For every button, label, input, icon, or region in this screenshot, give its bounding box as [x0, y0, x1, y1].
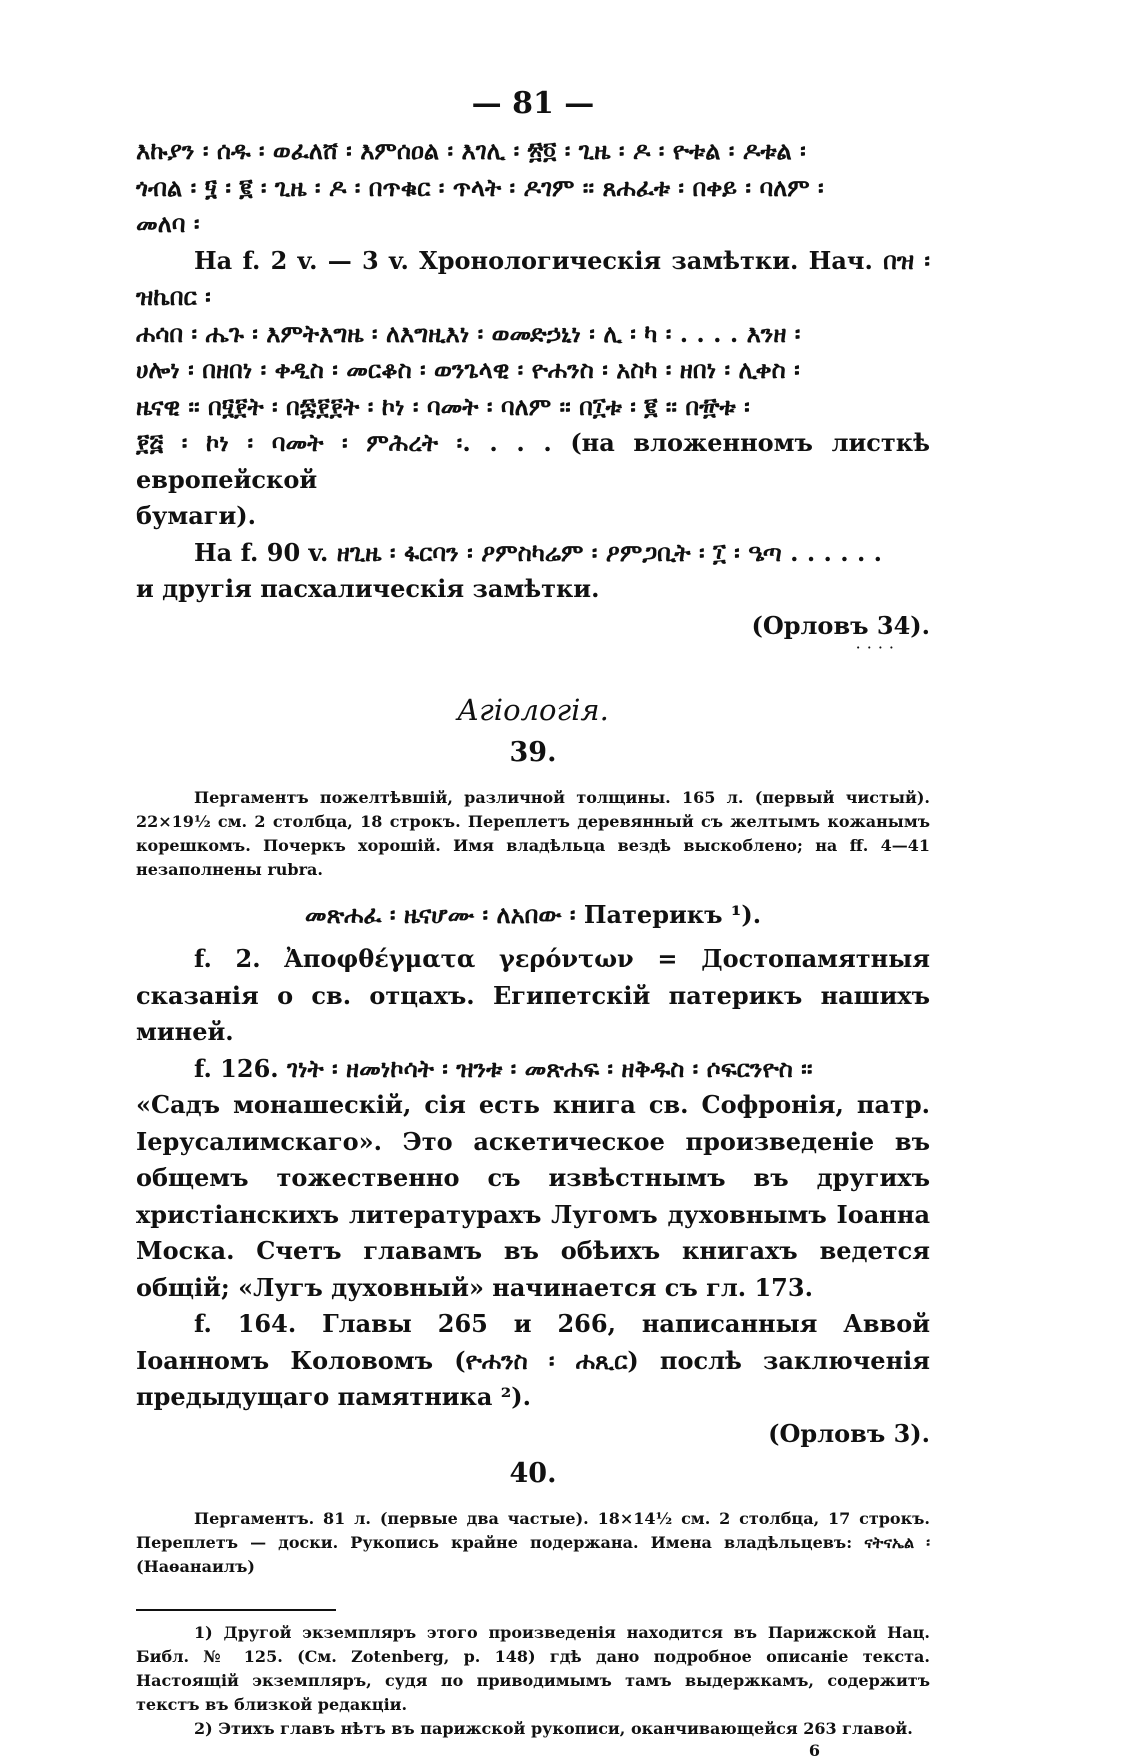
entry-39-paragraph-f126 [136, 1051, 930, 1307]
easter-notes-paragraph [136, 535, 930, 608]
text-line: На f. 90 v. ዘጊዜ ፡ ፋርባን ፡ ዖምስካሬም ፡ ዖምጋቢት ፡ ፲ ፡ ዔጣ . . . . . . [194, 537, 883, 567]
entry-number-40: 40. [509, 1458, 557, 1489]
text-line: ሐሳበ ፡ ሔጉ ፡ እምትእግዜ ፡ ለእግዚእነ ፡ ወመድኃኒነ ፡ ሊ ፡ ካ ፡ . . . . እንዘ ፡ [136, 318, 801, 348]
text-line: ጎብል ፡ ፶ ፡ ፪ ፡ ጊዜ ፡ ዶ ፡ በጥቁር ፡ ጥላት ፡ ዶገም ፡፡ ጸሐፈቱ ፡ በቀይ ፡ ባለም ፡ [136, 172, 824, 202]
orlov-reference-34: (Орловъ 34). [751, 610, 930, 640]
chronological-notes-paragraph [136, 243, 930, 535]
text-line: бумаги). [136, 501, 256, 530]
entry-39-description: Пергаментъ пожелтѣвшій, различной толщины. 165 л. (первый чистый). 22×19½ см. 2 столбца, 18 строкъ. Переплетъ деревянный съ желтымъ кожанымъ корешкомъ. Почеркъ хорошій. Имя владѣльца вездѣ выскоблено; на ff. 4—41 незаполнены rubra. [136, 788, 930, 879]
text-line: እኩያን ፡ ሰዱ ፡ ወፈለሸ ፡ እምሰዐል ፡ እገሊ ፡ ፳፬ ፡ ጊዜ ፡ ዶ ፡ ዮቱል ፡ ዶቱል ፡ [136, 136, 806, 165]
footnote-2: 2) Этихъ главъ нѣтъ въ парижской рукописи, оканчивающейся 263 главой. [194, 1719, 913, 1738]
signature-mark: 6 [808, 1741, 820, 1760]
text-line: ዜናዊ ፡፡ በ፶፻ት ፡ በ፷፻፻ት ፡ ኮነ ፡ ባመት ፡ ባለም ፡፡ በ፲ቱ ፡ ፪ ፡፡ በ፹ቱ ፡ [136, 391, 750, 421]
text-line: «Садъ монашескій, сія есть книга св. Софронія, патр. Іерусалимскаго». Это аскетическое произведеніе въ общемъ тожественно съ извѣстнымъ въ другихъ христіанскихъ литературахъ Лугомъ духовнымъ Іоанна Моска. Счетъ главамъ въ обѣихъ книгахъ ведется общій; «Лугъ духовный» начинается съ гл. 173. [136, 1090, 930, 1302]
section-heading: Агіологія. [457, 693, 609, 727]
text-line: и другія пасхалическія замѣтки. [136, 574, 600, 603]
footnote-divider [136, 1609, 336, 1611]
entry-39-title: መጽሐፈ ፡ ዜናሆሙ ፡ ለአበው ፡ Патерикъ ¹). [304, 900, 762, 929]
footnote-1: 1) Другой экземпляръ этого произведенія находится въ Парижской Нац. Библ. № 125. (См. Zotenberg, p. 148) гдѣ дано подробное описаніе текста. Настоящій экземпляръ, судя по приводимымъ тамъ выдержкамъ, содержитъ текстъ въ близкой редакціи. [136, 1623, 930, 1714]
page-number: — 81 — [471, 86, 595, 121]
text-line: ሀሎነ ፡ በዘበነ ፡ ቀዲስ ፡ መርቆስ ፡ ወንጌላዊ ፡ ዮሐንስ ፡ አስካ ፡ ዘበነ ፡ ሊቀስ ፡ [136, 355, 800, 384]
entry-40-description: Пергаментъ. 81 л. (первые два частые). 18×14½ см. 2 столбца, 17 строкъ. Переплетъ — доски. Рукопись крайне подержана. Имена владѣльцевъ: ናትናኤል ፡ (Наѳанаилъ) [136, 1509, 930, 1576]
orlov-reference-3: (Орловъ 3). [768, 1418, 930, 1448]
text-line: መለባ ፡ [136, 209, 200, 238]
text-line: ፻፭ ፡ ኮነ ፡ ባመት ፡ ምሕረት ፡. . . . (на вложенномъ листкѣ европейской [136, 428, 930, 494]
entry-number-39: 39. [509, 737, 557, 768]
ethiopic-continuation [136, 133, 930, 243]
entry-39-paragraph-f164: f. 164. Главы 265 и 266, написанныя Аввой Іоанномъ Коловомъ (ዮሐንስ ፡ ሐጺር) послѣ заключенія предыдущаго памятника ²). [136, 1309, 930, 1411]
text-line: f. 126. ገነት ፡ ዘመነኮሳት ፡ ዝንቱ ፡ መጽሐፍ ፡ ዘቅዱስ ፡ ሶፍርንዮስ ፡፡ [194, 1053, 813, 1083]
entry-39-paragraph-f2: f. 2. Ἀποφθέγματα γερόντων = Достопамятныя сказанія о св. отцахъ. Египетскій патерикъ нашихъ миней. [136, 944, 930, 1046]
separator-dots-icon: ···· [855, 638, 900, 657]
text-line: На f. 2 v. — 3 v. Хронологическія замѣтки. Нач. በዝ ፡ ዝኬበር ፡ [136, 245, 930, 311]
